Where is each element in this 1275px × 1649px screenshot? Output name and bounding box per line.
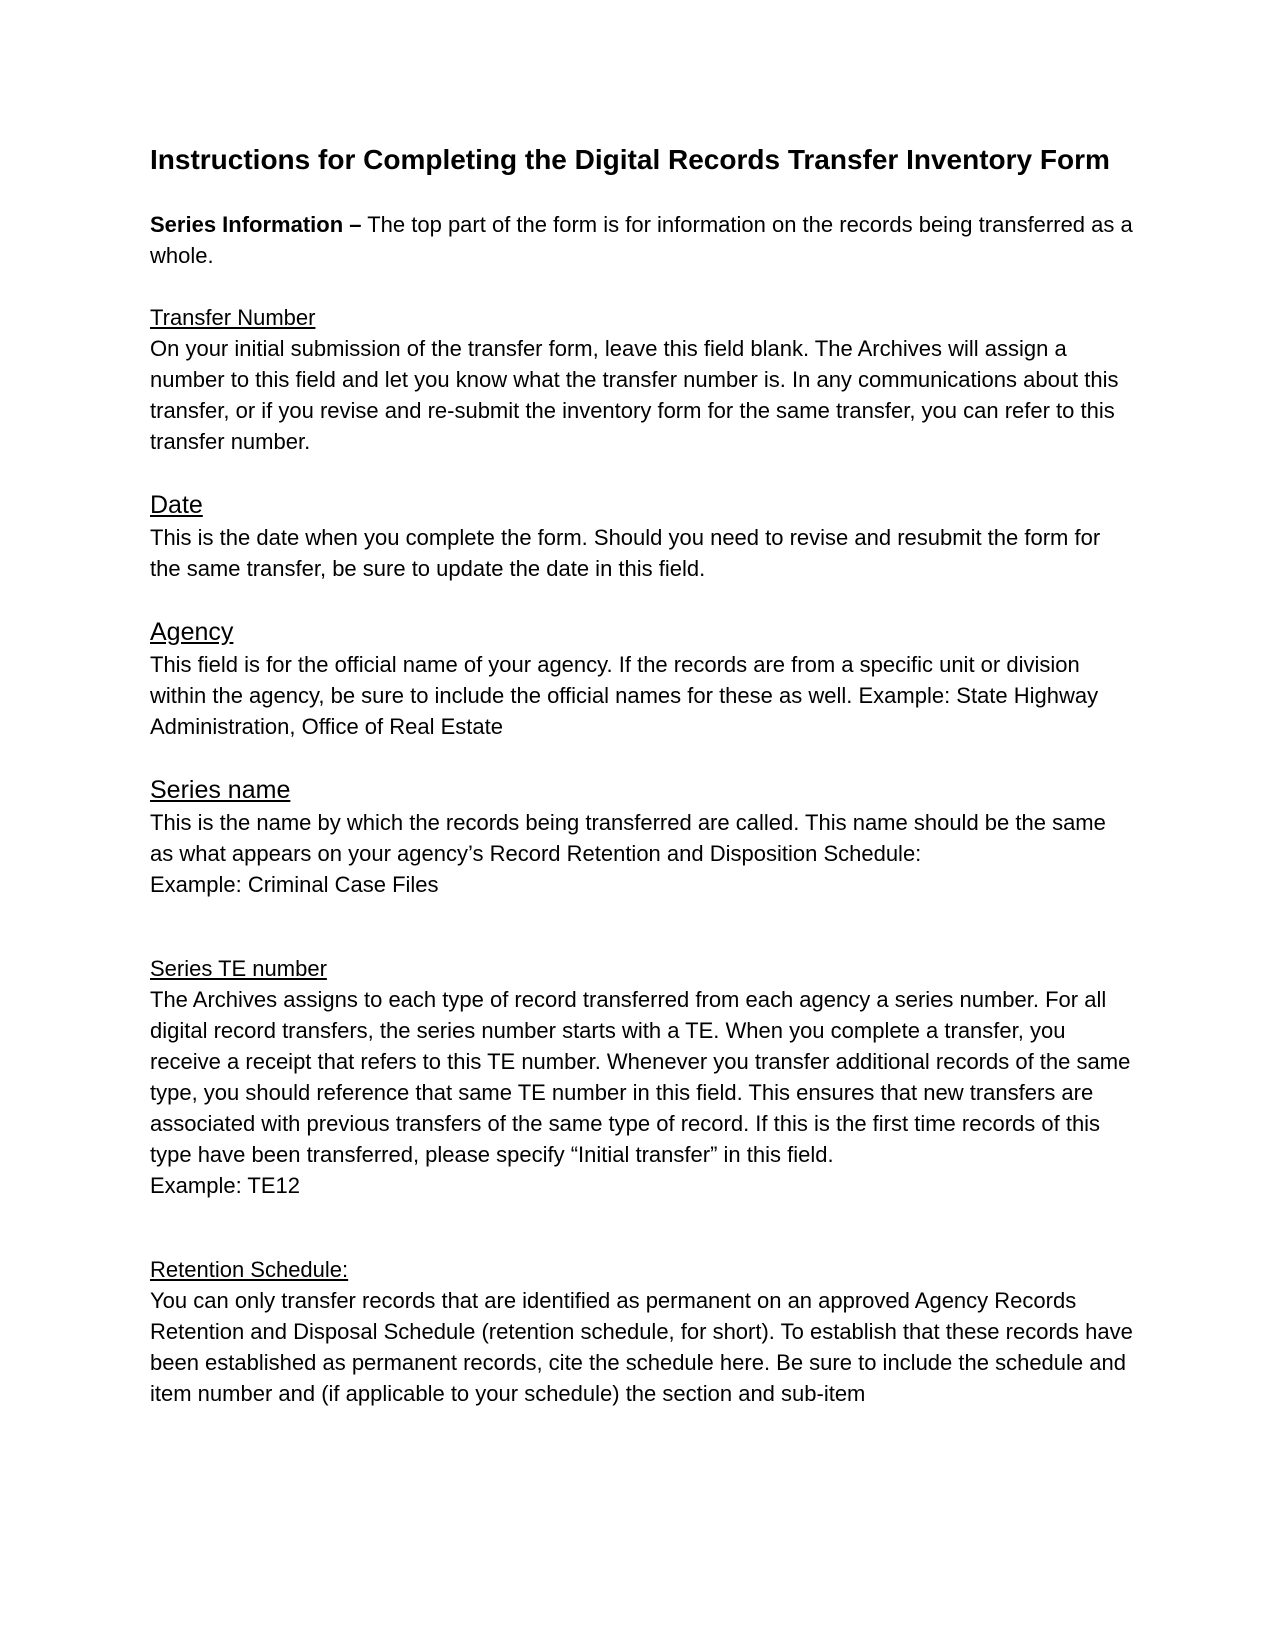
intro-text: The top part of the form is for information on the records being transferred as a whole. — [150, 212, 1133, 268]
section-heading: Date — [150, 491, 203, 519]
section-body: On your initial submission of the transfer form, leave this field blank. The Archives will assign a number to this field and let you know what the transfer number is. In any communications about this transfer, or if you revise and re-submit the inventory form for the same transfer, you can refer to this transfer number. — [150, 336, 1119, 454]
section-body: The Archives assigns to each type of record transferred from each agency a series number. For all digital record transfers, the series number starts with a TE. When you complete a transfer, you receive a receipt that refers to this TE number. Whenever you transfer additional records of the same type, you should reference that same TE number in this field. This ensures that new transfers are associated with previous transfers of the same type of record. If this is the first time records of this type have been transferred, please specify “Initial transfer” in this field. — [150, 987, 1131, 1167]
document-page — [150, 140, 1135, 1440]
section-example: Example: Criminal Case Files — [150, 872, 439, 897]
section-series-te-number — [150, 953, 1135, 1201]
section-retention-schedule — [150, 1254, 1135, 1409]
section-body: You can only transfer records that are identified as permanent on an approved Agency Records Retention and Disposal Schedule (retention schedule, for short). To establish that these records have been established as permanent records, cite the schedule here. Be sure to include the schedule and item number and (if applicable to your schedule) the section and sub-item — [150, 1288, 1133, 1406]
section-heading: Transfer Number — [150, 305, 316, 330]
section-body: This field is for the official name of your agency. If the records are from a specific unit or division within the agency, be sure to include the official names for these as well. Example: State Highway Administration, Office of Real Estate — [150, 652, 1099, 739]
page-title: Instructions for Completing the Digital Records Transfer Inventory Form — [150, 144, 1110, 175]
intro-lead: Series Information – — [150, 212, 362, 237]
series-information-intro — [150, 209, 1135, 271]
section-example: Example: TE12 — [150, 1173, 301, 1198]
section-body: This is the name by which the records being transferred are called. This name should be the same as what appears on your agency’s Record Retention and Disposition Schedule: — [150, 810, 1106, 866]
section-agency — [150, 615, 1135, 742]
section-transfer-number — [150, 302, 1135, 457]
section-heading: Series name — [150, 776, 291, 804]
section-series-name — [150, 773, 1135, 900]
section-heading: Agency — [150, 618, 234, 646]
section-body: This is the date when you complete the form. Should you need to revise and resubmit the form for the same transfer, be sure to update the date in this field. — [150, 525, 1101, 581]
section-heading: Series TE number — [150, 956, 327, 981]
section-date — [150, 488, 1135, 584]
section-heading: Retention Schedule: — [150, 1257, 349, 1282]
